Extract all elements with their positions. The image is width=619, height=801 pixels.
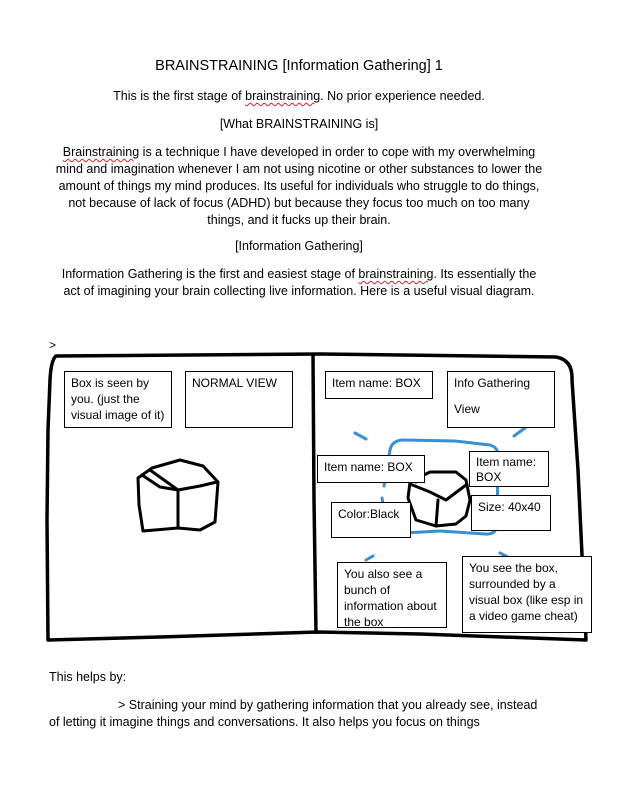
surrounded-box-label: You see the box, surrounded by a visual box (like esp in a video game cheat) xyxy=(462,556,592,633)
item-name-label-right: Item name: BOX xyxy=(469,451,549,487)
paragraph-what: Brainstraining is a technique I have developed in order to cope with my overwhelming mind and imagination whenever I am not using nicotine or other substances to lower the amount of things my mind produces. Its useful for individuals who struggle to do things, not because of lack of focus (ADHD) but because they focus too much on too many things, and it fucks up their brain. xyxy=(55,145,543,227)
intro-text: This is the first stage of brainstraining. No prior experience needed. xyxy=(113,89,485,103)
normal-view-label: NORMAL VIEW xyxy=(185,371,293,428)
item-name-label-top: Item name: BOX xyxy=(325,371,433,399)
paragraph-info: Information Gathering is the first and easiest stage of brainstraining. Its essentially the act of imagining your brain collecting live information. Here is a useful visual diagram. xyxy=(61,267,537,298)
marker: > xyxy=(49,338,57,352)
helps-line-2: of letting it imagine things and conversations. It also helps you focus on things xyxy=(49,715,480,729)
section-heading-what: [What BRAINSTRAINING is] xyxy=(219,117,379,131)
esp-outline xyxy=(355,428,525,560)
helps-heading: This helps by: xyxy=(49,670,127,684)
caption-box-seen: Box is seen by you. (just the visual image of it) xyxy=(64,371,172,428)
color-label: Color:Black xyxy=(331,502,411,538)
diagram-divider xyxy=(313,354,316,634)
page-title: BRAINSTRAINING [Information Gathering] 1 xyxy=(155,58,443,74)
box-sketch-left xyxy=(138,460,218,531)
info-gathering-view-label: Info Gathering View xyxy=(447,371,555,428)
helps-line-1: > Straining your mind by gathering information that you already see, instead xyxy=(118,698,538,712)
item-name-label-left: Item name: BOX xyxy=(317,455,425,483)
size-label: Size: 40x40 xyxy=(471,495,551,531)
section-heading-info: [Information Gathering] xyxy=(235,239,363,253)
info-about-box-label: You also see a bunch of information about the box xyxy=(337,562,447,628)
